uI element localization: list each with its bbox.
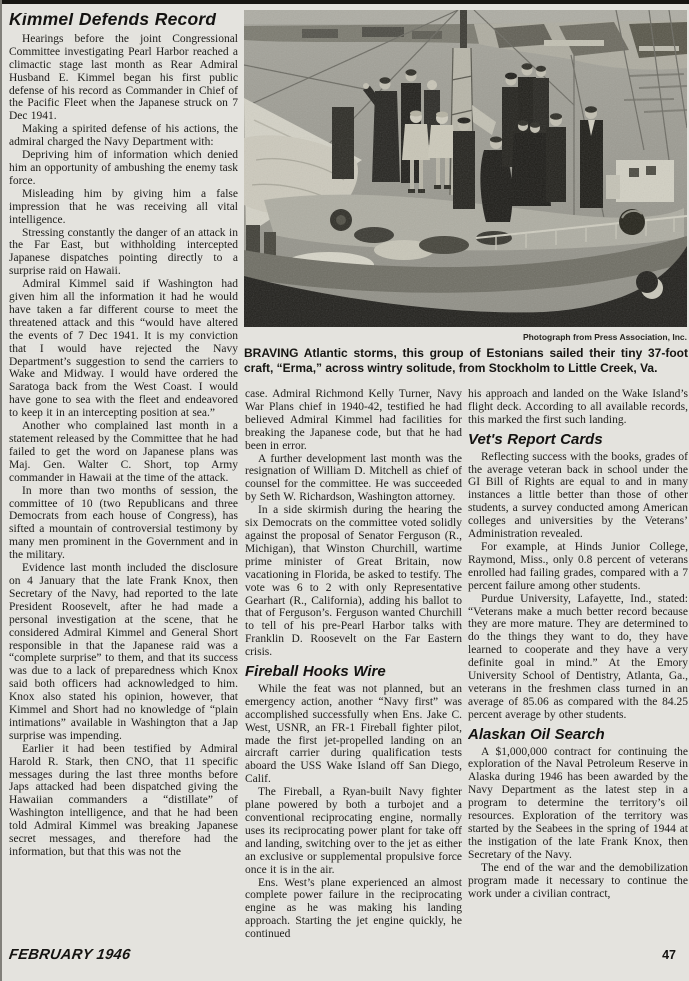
article-title-vets-report-cards: Vet's Report Cards	[468, 430, 603, 448]
issue-date: FEBRUARY 1946	[7, 947, 132, 963]
sailboat-photo	[244, 10, 687, 327]
left-edge-rule	[0, 0, 2, 981]
paragraph: Reflecting success with the books, grades of the average veteran back in school under the GI Bill of Rights are equal to and in many instances a little better than those of other students, a survey conducted among American colleges and universities by the Veterans’ Administration revealed.	[468, 450, 688, 541]
paragraph: In a side skirmish during the hearing the six Democrats on the committee voted solidly against the proposal of Senator Ferguson (R., Michigan), that Winston Churchill, wartime prime minister of Great Britain, now vacationing in Florida, be asked to testify. The vote was 6 to 2 with only Representative Gearhart (R., California), adding his ballot to that of Ferguson’s. Ferguson wanted Churchill to tell of his pre-Pearl Harbor talks with Franklin D. Roosevelt on the Far Eastern crisis.	[245, 504, 462, 659]
paragraph: Purdue University, Lafayette, Ind., stated: “Veterans make a much better record because they are more mature. They are determined to do the things they want to do, they have learned to cooperate and they have a very definite goal in mind.” At the Emory University School of Dentistry, Atlanta, Ga., veterans in the freshmen class turned in an average of 85.06 as compared with the 84.25 percent average by other students.	[468, 592, 688, 721]
photo-credit: Photograph from Press Association, Inc.	[522, 332, 687, 342]
article-title-kimmel-defends-record: Kimmel Defends Record	[9, 13, 217, 29]
paragraph: Depriving him of information which denied him an opportunity of ambushing the enemy task force.	[9, 149, 238, 187]
photo-caption: BRAVING Atlantic storms, this group of Estonians sailed their tiny 37-foot craft, “Erma,” across wintry solitude, from Stockholm to Little Creek, Va.	[244, 346, 688, 375]
paragraph: A further development last month was the resignation of William D. Mitchell as chief of counsel for the committee. He was succeeded by Seth W. Richardson, Washington attorney.	[245, 452, 462, 504]
paragraph: The end of the war and the demobilization program made it necessary to continue the work under a civilian contract,	[468, 861, 688, 900]
paragraph: case. Admiral Richmond Kelly Turner, Navy War Plans chief in 1940-42, testified he had believed Admiral Kimmel had facilities for breaking the Japanese code, but that he had been in error.	[245, 388, 462, 452]
page-number: 47	[662, 948, 676, 962]
article-title-fireball-hooks-wire: Fireball Hooks Wire	[245, 663, 386, 681]
right-column	[468, 388, 688, 948]
paragraph: Hearings before the joint Congressional Committee investigating Pearl Harbor reached a climactic stage last month as Rear Admiral Husband E. Kimmel began his first public defense of his record as Commander in Chief of the Pacific Fleet when the Japanese struck on 7 Dec 1941.	[9, 32, 238, 123]
left-column	[9, 13, 238, 945]
paragraph: Ens. West’s plane experienced an almost complete power failure in the reciprocating engine as he was making his landing approach. Starting the jet engine quickly, he continued	[245, 876, 462, 941]
paragraph: Earlier it had been testified by Admiral Harold R. Stark, then CNO, that 11 specific messages during the last three months before Japs attacked had been dispatched giving the Hawaiian commanders a “distillate” of Washington intelligence, and that he had been told Admiral Kimmel was breaking Japanese secret messages, and therefore had the information, but that this was not the	[9, 742, 238, 858]
sailboat-photo-graphic	[244, 10, 687, 327]
paragraph: Admiral Kimmel said if Washington had given him all the information it had he would have taken a far different course to meet the threatened attack and this “would have altered the events of 7 Dec 1941. It is my conviction that I would have rejected the Navy Department’s suggestion to send the carriers to Wake and Midway. I would have ordered the Saratoga back from the West Coast. I would have gone to sea with the fleet and endeavored to keep it in an intercepting position at sea.”	[9, 278, 238, 420]
paragraph: Misleading him by giving him a false impression that he was receiving all vital intelligence.	[9, 187, 238, 226]
photo-grain	[244, 10, 687, 327]
middle-column	[245, 388, 462, 948]
paragraph: Evidence last month included the disclosure on 4 January that the late Frank Knox, then Secretary of the Navy, had reported to the late President Roosevelt, after he had made a personal investigation at the scene, that he considered Admiral Kimmel and General Short responsible in that the Japanese raid was a “complete surprise” to them, and that its success was due to a lack of preparedness which Knox said both officers had acknowledged to him. Knox also stated his opinion, however, that Kimmel and Short had no knowledge of “plain intimations” available in Washington that a Jap surprise was impending.	[9, 562, 238, 742]
paragraph: Stressing constantly the danger of an attack in the Far East, but withholding intercepted Japanese dispatches pointing directly to a surprise raid on Hawaii.	[9, 226, 238, 278]
paragraph: A $1,000,000 contract for continuing the exploration of the Naval Petroleum Reserve in Alaska during 1946 has been awarded by the Navy Department as the latest step in a program to determine the territory’s oil resources. Exploration of the territory was started by the Seabees in the spring of 1944 at the instigation of the late Frank Knox, then Secretary of the Navy.	[468, 745, 688, 861]
paragraph: his approach and landed on the Wake Island’s flight deck. According to all available records, this marked the first such landing.	[468, 388, 688, 426]
paragraph: While the feat was not planned, but an emergency action, another “Navy first” was accomplished successfully when Ens. Jake C. West, USNR, an FR-1 Fireball fighter pilot, made the first jet-propelled landing on an aircraft carrier during qualification tests aboard the USS Wake Island off San Diego, Calif.	[245, 682, 462, 786]
article-title-alaskan-oil-search: Alaskan Oil Search	[468, 725, 605, 743]
top-edge-rule	[0, 0, 689, 4]
paragraph: In more than two months of session, the committee of 10 (two Republicans and three Democrats from each house of Congress), has sifted a mountain of controversial testimony by many men prominent in the Government and in the military.	[9, 484, 238, 562]
paragraph: Making a spirited defense of his actions, the admiral charged the Navy Department with:	[9, 123, 238, 149]
paragraph: The Fireball, a Ryan-built Navy fighter plane powered by both a turbojet and a conventional reciprocating engine, normally uses its reciprocating power plant for take off and landing, switching over to the jet as either an exclusive or supplemental propulsive force once it is in the air.	[245, 786, 462, 876]
paragraph: Another who complained last month in a statement released by the Committee that he had failed to get the word on Japanese plans was Maj. Gen. Walter C. Short, top Army commander in Hawaii at the time of the attack.	[9, 420, 238, 484]
paragraph: For example, at Hinds Junior College, Raymond, Miss., only 0.8 percent of veterans enrolled had failing grades, compared with a 7 percent failure among other students.	[468, 540, 688, 592]
